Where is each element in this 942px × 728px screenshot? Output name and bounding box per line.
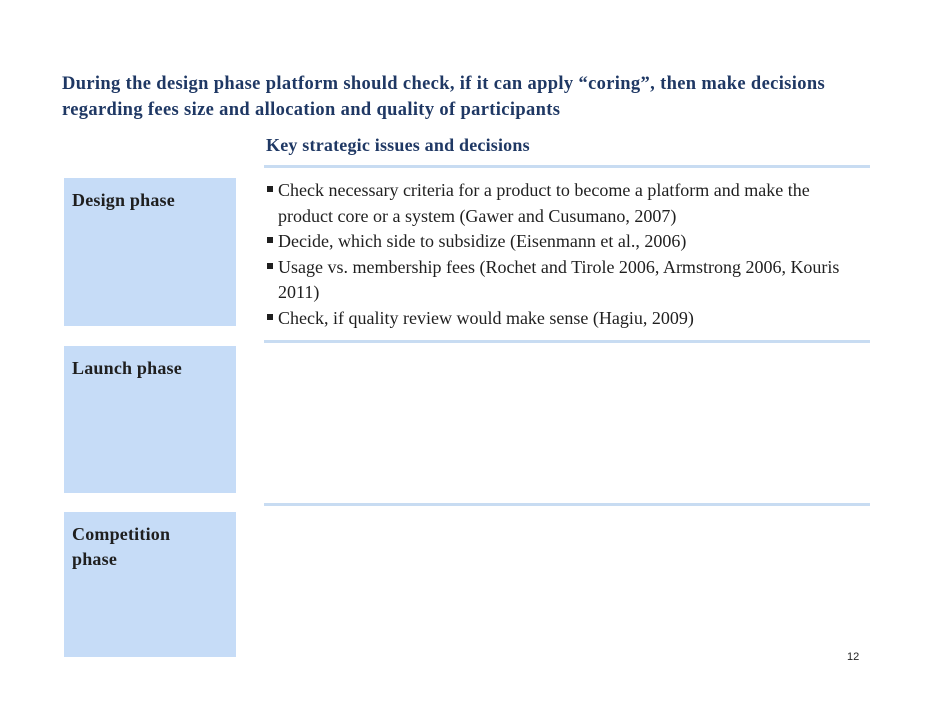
slide-title: During the design phase platform should check, if it can apply “coring”, then make decisions regarding fees size and allocation and quality of participants [62,74,826,120]
phase-box-competition [64,512,236,657]
square-bullet-icon [267,237,273,243]
bullet-text: Decide, which side to subsidize (Eisenmann et al., 2006) [278,231,687,251]
square-bullet-icon [267,314,273,320]
bullet-item [266,255,866,306]
column-header: Key strategic issues and decisions [266,135,530,155]
phase-label-competition: Competition phase [72,524,171,569]
square-bullet-icon [267,263,273,269]
divider-launch-competition [264,503,870,506]
bullet-item [266,178,866,229]
phase-label-design: Design phase [72,190,175,210]
square-bullet-icon [267,186,273,192]
bullet-item [266,229,866,255]
bullet-text: Check necessary criteria for a product to become a platform and make the product core or a system (Gawer and Cusumano, 2007) [278,180,810,226]
divider-top [264,165,870,168]
phase-box-design [64,178,236,326]
divider-design-launch [264,340,870,343]
phase-box-launch [64,346,236,493]
bullet-text: Usage vs. membership fees (Rochet and Tirole 2006, Armstrong 2006, Kouris 2011) [278,256,840,302]
bullet-item [266,306,866,332]
design-phase-bullet-list [266,178,866,331]
phase-label-launch: Launch phase [72,358,182,378]
bullet-text: Check, if quality review would make sense (Hagiu, 2009) [278,307,694,328]
page-number: 12 [847,651,860,663]
